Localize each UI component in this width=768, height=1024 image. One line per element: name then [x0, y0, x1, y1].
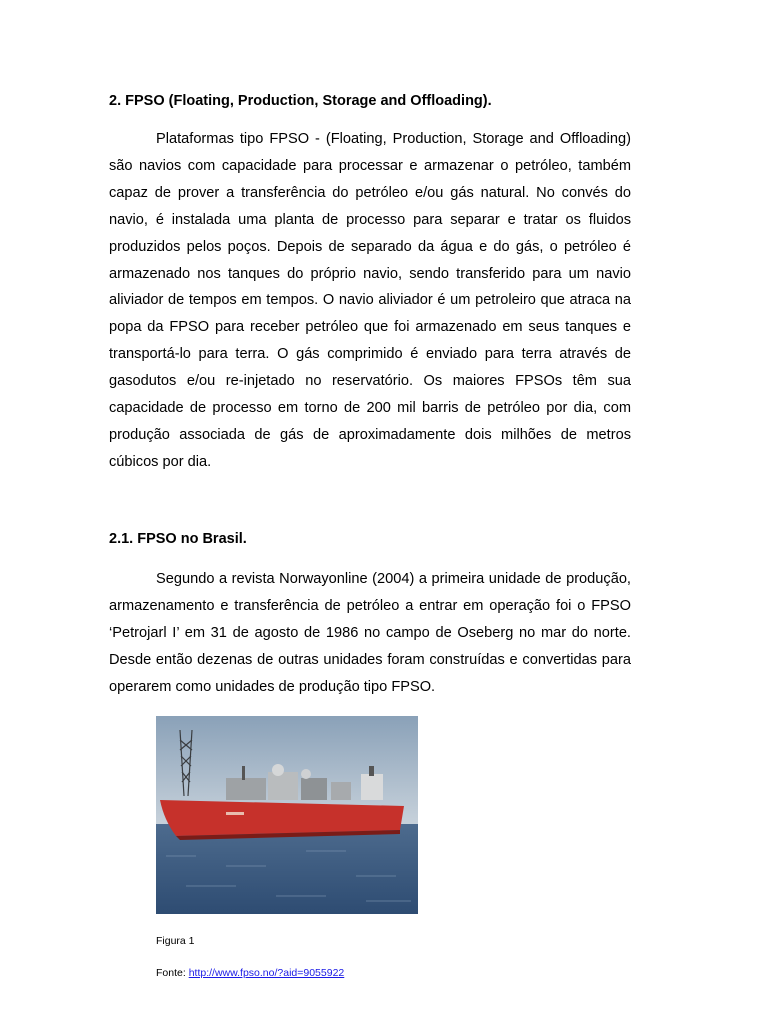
source-label: Fonte: [156, 967, 189, 979]
figure-caption: Figura 1 [156, 935, 195, 947]
paragraph-fpso-brasil [109, 566, 631, 701]
ship-hull [160, 800, 404, 836]
fpso-ship-photo [156, 716, 418, 914]
hull-name [226, 812, 244, 815]
section-heading-fpso: 2. FPSO (Floating, Production, Storage and Offloading). [109, 93, 492, 109]
paragraph-text: Segundo a revista Norwayonline (2004) a primeira unidade de produção, armazenamento e transferência de petróleo a entrar em operação foi o FPSO ‘Petrojarl I’ em 31 de agosto de 1986 no campo de Oseberg no mar do norte. Desde então dezenas de outras unidades foram construídas e convertidas para operarem como unidades de produção tipo FPSO. [109, 571, 631, 695]
paragraph-text: Plataformas tipo FPSO - (Floating, Production, Storage and Offloading) são navios com capacidade para processar e armazenar o petróleo, também capaz de prover a transferência do petróleo e/ou gás natural. No convés do navio, é instalada uma planta de processo para separar e tratar os fluidos produzidos pelos poços. Depois de separado da água e do gás, o petróleo é armazenado nos tanques do próprio navio, sendo transferido para um navio aliviador de tempos em tempos. O navio aliviador é um petroleiro que atraca na popa da FPSO para receber petróleo que foi armazenado em seus tanques e transportá-lo para terra. O gás comprimido é enviado para terra através de gasodutos e/ou re-injetado no reservatório. Os maiores FPSOs têm sua capacidade de processo em torno de 200 mil barris de petróleo por dia, com produção associada de gás de aproximadamente dois milhões de metros cúbicos por dia. [109, 131, 631, 470]
section-heading-fpso-brasil: 2.1. FPSO no Brasil. [109, 531, 247, 547]
figure-source [156, 967, 344, 979]
source-link[interactable]: http://www.fpso.no/?aid=9055922 [188, 967, 345, 979]
paragraph-fpso-description [109, 126, 631, 476]
